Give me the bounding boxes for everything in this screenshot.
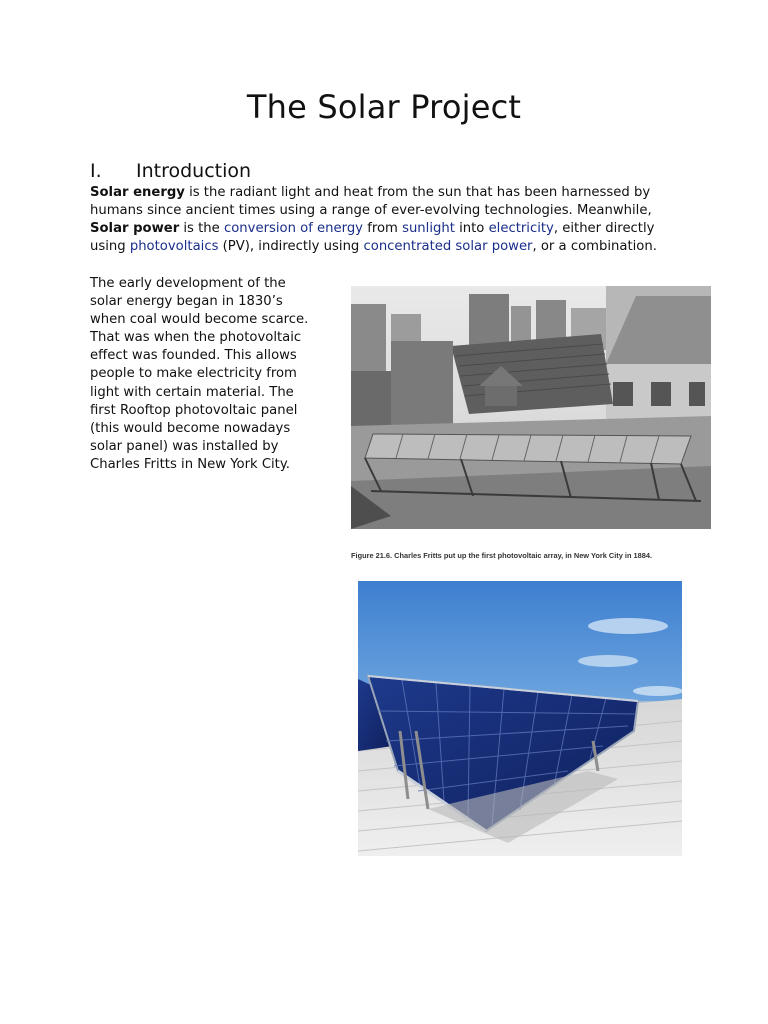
link-concentrated-solar-power[interactable]: concentrated solar power — [363, 239, 533, 254]
page-title: The Solar Project — [246, 88, 522, 126]
section-number: I. — [90, 160, 102, 182]
figure-caption: Figure 21.6. Charles Fritts put up the first photovoltaic array, in New York City in 1884. — [351, 551, 653, 560]
link-electricity[interactable]: electricity — [488, 221, 554, 236]
intro-text-7: , or a combination. — [532, 239, 657, 254]
section-heading — [90, 160, 251, 182]
section-heading-text: Introduction — [136, 160, 252, 182]
intro-text-6: (PV), indirectly using — [218, 239, 364, 254]
term-solar-energy: Solar energy — [90, 185, 185, 200]
intro-text-1: is the radiant light and heat from the sun that has been harnessed by humans since ancient times using a range of ever-evolving technologies. Meanwhile, — [90, 185, 652, 218]
history-paragraph: The early development of the solar energy began in 1830’s when coal would become scarce. That was when the photovoltaic effect was founded. This allows people to make electricity from light with certain material. The first Rooftop photovoltaic panel (this would become nowadays solar panel) was installed by Charles Fritts in New York City. — [90, 276, 309, 472]
intro-paragraph — [90, 184, 690, 256]
intro-text-3: from — [363, 221, 403, 236]
link-conversion-of-energy[interactable]: conversion of energy — [223, 221, 363, 236]
term-solar-power: Solar power — [90, 221, 180, 236]
intro-text-5: , either directly using — [90, 221, 655, 254]
intro-text-2: is the — [179, 221, 224, 236]
link-sunlight[interactable]: sunlight — [402, 221, 455, 236]
link-photovoltaics[interactable]: photovoltaics — [129, 239, 219, 254]
intro-text-4: into — [454, 221, 489, 236]
historic-rooftop-photo — [351, 286, 711, 529]
modern-solar-panel-photo — [358, 581, 682, 856]
